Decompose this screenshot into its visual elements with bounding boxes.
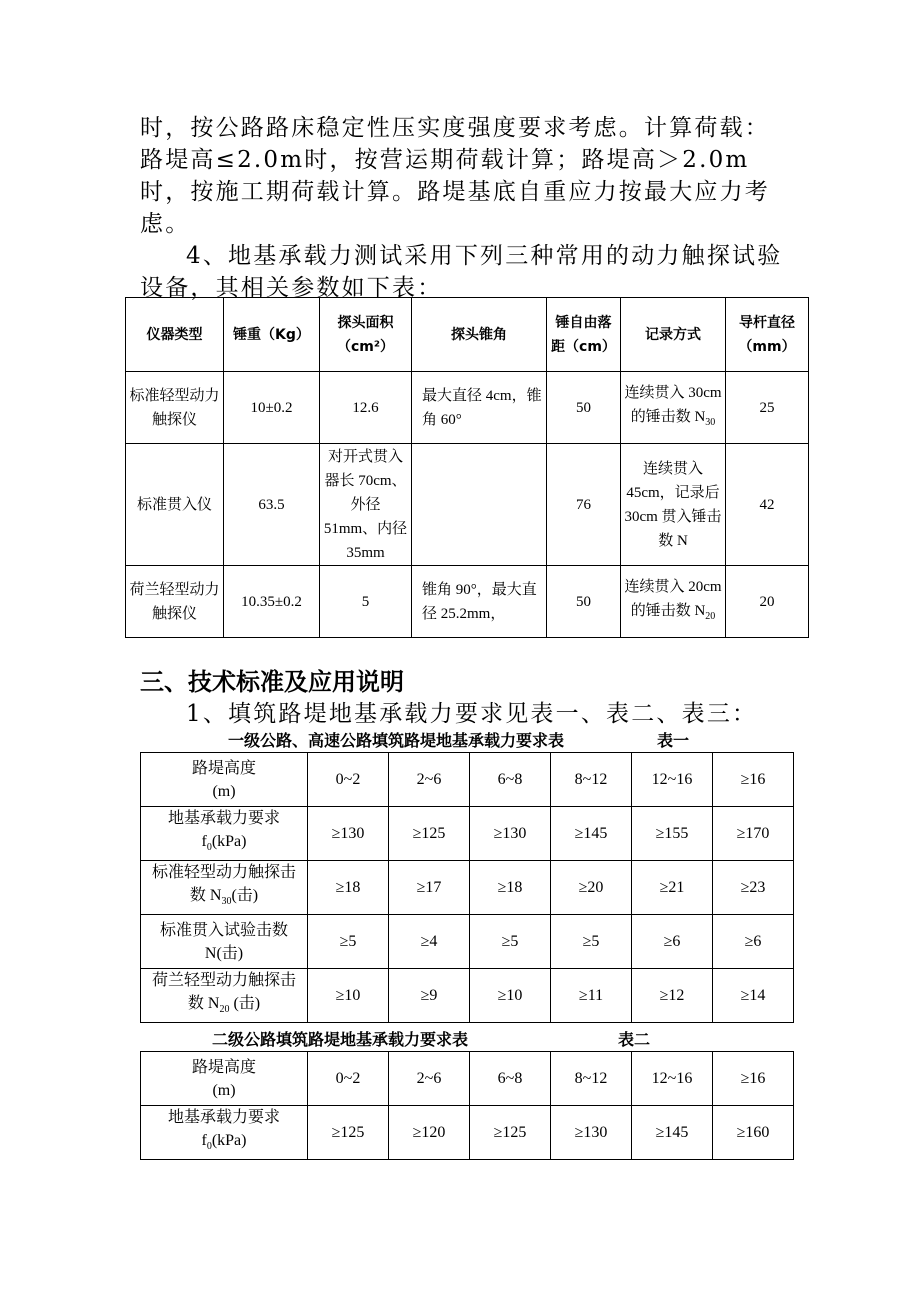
value-cell: ≥4 (389, 915, 470, 969)
cell-angle: 最大直径 4cm，锥角 60° (412, 372, 547, 444)
row-label-line2: 数 N (187, 995, 220, 1013)
value-cell: ≥130 (308, 807, 389, 861)
cell-record (621, 372, 726, 444)
row-label-line2: f (201, 1132, 207, 1150)
cell-rod: 20 (726, 566, 809, 638)
value-cell: 0~2 (308, 1052, 389, 1106)
value-cell: ≥6 (632, 915, 713, 969)
value-cell: ≥6 (713, 915, 794, 969)
value-cell: ≥125 (389, 807, 470, 861)
cell-angle: 锥角 90°，最大直径 25.2mm， (412, 566, 547, 638)
value-cell: ≥10 (470, 969, 551, 1023)
value-cell: 8~12 (551, 1052, 632, 1106)
value-cell: ≥160 (713, 1106, 794, 1160)
value-cell: ≥18 (470, 861, 551, 915)
table-row (141, 915, 794, 969)
table-one (140, 752, 794, 1023)
value-cell: 2~6 (389, 753, 470, 807)
cell-drop: 50 (547, 566, 621, 638)
row-label (141, 1052, 308, 1106)
row-label (141, 807, 308, 861)
value-cell: 6~8 (470, 1052, 551, 1106)
value-cell: ≥130 (551, 1106, 632, 1160)
section3-paragraph-1: 1、填筑路堤地基承载力要求见表一、表二、表三： (186, 701, 758, 727)
row-label-line1: 标准轻型动力触探击 (151, 864, 296, 882)
header-cell: 仪器类型 (126, 298, 224, 372)
value-cell: ≥125 (470, 1106, 551, 1160)
cell-area: 5 (320, 566, 412, 638)
row-label-unit: (kPa) (211, 1132, 247, 1150)
cell-weight: 10±0.2 (224, 372, 320, 444)
row-label-line2: 数 N (189, 887, 222, 905)
value-cell: ≥11 (551, 969, 632, 1023)
header-cell: 锤重（Kg） (224, 298, 320, 372)
row-label (141, 1106, 308, 1160)
table-row (126, 444, 809, 566)
header-cell: 探头锥角 (412, 298, 547, 372)
row-label-subscript: 0 (206, 842, 212, 854)
cell-record (621, 566, 726, 638)
row-label (141, 753, 308, 807)
intro-block (140, 112, 790, 304)
cell-type: 荷兰轻型动力触探仪 (126, 566, 224, 638)
value-cell: 6~8 (470, 753, 551, 807)
cell-type: 标准轻型动力触探仪 (126, 372, 224, 444)
row-label-line1: 地基承载力要求 (167, 1109, 280, 1127)
table-row (126, 566, 809, 638)
cell-weight: 63.5 (224, 444, 320, 566)
header-cell: 导杆直径（mm） (726, 298, 809, 372)
value-cell: ≥5 (470, 915, 551, 969)
cell-area: 对开式贯入器长 70cm、外径 51mm、内径 35mm (320, 444, 412, 566)
row-label (141, 969, 308, 1023)
table-one-caption: 一级公路、高速公路填筑路堤地基承载力要求表 (228, 731, 565, 750)
value-cell: ≥16 (713, 753, 794, 807)
row-label-unit: (击) (229, 995, 261, 1013)
row-label-subscript: 20 (219, 1004, 230, 1016)
cell-record (621, 444, 726, 566)
equipment-header-row (126, 298, 809, 372)
row-label-line2: N(击) (204, 944, 244, 962)
cell-rod: 25 (726, 372, 809, 444)
value-cell: ≥155 (632, 807, 713, 861)
value-cell: ≥20 (551, 861, 632, 915)
intro-paragraph-2: 4、地基承载力测试采用下列三种常用的动力触探试验设备，其相关参数如下表： (140, 243, 783, 301)
cell-drop: 76 (547, 444, 621, 566)
row-label-subscript: 30 (221, 896, 232, 908)
table-row (141, 861, 794, 915)
value-cell: 2~6 (389, 1052, 470, 1106)
value-cell: ≥17 (389, 861, 470, 915)
row-label-line1: 荷兰轻型动力触探击 (151, 972, 296, 990)
value-cell: ≥170 (713, 807, 794, 861)
value-cell: 8~12 (551, 753, 632, 807)
record-subscript: 20 (705, 610, 716, 622)
record-text: 连续贯入 20cm 的锤击数 N (624, 578, 722, 619)
row-label-line2: f (201, 833, 207, 851)
header-cell: 探头面积（cm²） (320, 298, 412, 372)
value-cell: ≥21 (632, 861, 713, 915)
value-cell: ≥120 (389, 1106, 470, 1160)
table-row (141, 969, 794, 1023)
header-cell: 锤自由落距（cm） (547, 298, 621, 372)
value-cell: ≥18 (308, 861, 389, 915)
value-cell: 12~16 (632, 1052, 713, 1106)
value-cell: ≥5 (308, 915, 389, 969)
row-label-line1: 地基承载力要求 (167, 810, 280, 828)
intro-paragraph-1: 时，按公路路床稳定性压实度强度要求考虑。计算荷载：路堤高≤2.0m时，按营运期荷载计算；路堤高＞2.0m时，按施工期荷载计算。路堤基底自重应力按最大应力考虑。 (140, 115, 770, 237)
table-two-label: 表二 (618, 1030, 651, 1049)
cell-drop: 50 (547, 372, 621, 444)
table-two (140, 1051, 794, 1160)
cell-type: 标准贯入仪 (126, 444, 224, 566)
value-cell: ≥9 (389, 969, 470, 1023)
table-row (141, 1106, 794, 1160)
header-cell: 记录方式 (621, 298, 726, 372)
row-label-line1: 标准贯入试验击数 (159, 921, 288, 939)
table-two-caption: 二级公路填筑路堤地基承载力要求表 (212, 1030, 469, 1049)
cell-rod: 42 (726, 444, 809, 566)
row-label-unit: (kPa) (211, 833, 247, 851)
value-cell: ≥16 (713, 1052, 794, 1106)
row-label-subscript: 0 (206, 1141, 212, 1153)
equipment-table (125, 297, 809, 638)
table-row (141, 1052, 794, 1106)
table-row (141, 807, 794, 861)
cell-area: 12.6 (320, 372, 412, 444)
value-cell: ≥23 (713, 861, 794, 915)
value-cell: ≥125 (308, 1106, 389, 1160)
value-cell: ≥5 (551, 915, 632, 969)
value-cell: ≥10 (308, 969, 389, 1023)
row-label (141, 861, 308, 915)
value-cell: ≥145 (551, 807, 632, 861)
table-row (126, 372, 809, 444)
table-row (141, 753, 794, 807)
section-heading: 三、技术标准及应用说明 (140, 668, 404, 696)
row-label-line2: (m) (212, 782, 236, 800)
table-one-label: 表一 (657, 731, 690, 750)
value-cell: ≥130 (470, 807, 551, 861)
row-label-unit: (击) (231, 887, 259, 905)
value-cell: 12~16 (632, 753, 713, 807)
row-label-line2: (m) (212, 1081, 236, 1099)
value-cell: ≥12 (632, 969, 713, 1023)
value-cell: ≥14 (713, 969, 794, 1023)
row-label (141, 915, 308, 969)
cell-angle (412, 444, 547, 566)
record-text: 连续贯入 45cm，记录后 30cm 贯入锤击数 N (624, 460, 722, 549)
value-cell: ≥145 (632, 1106, 713, 1160)
record-text: 连续贯入 30cm 的锤击数 N (624, 384, 722, 425)
record-subscript: 30 (705, 416, 716, 428)
row-label-line1: 路堤高度 (191, 759, 256, 777)
row-label-line1: 路堤高度 (191, 1058, 256, 1076)
value-cell: 0~2 (308, 753, 389, 807)
cell-weight: 10.35±0.2 (224, 566, 320, 638)
